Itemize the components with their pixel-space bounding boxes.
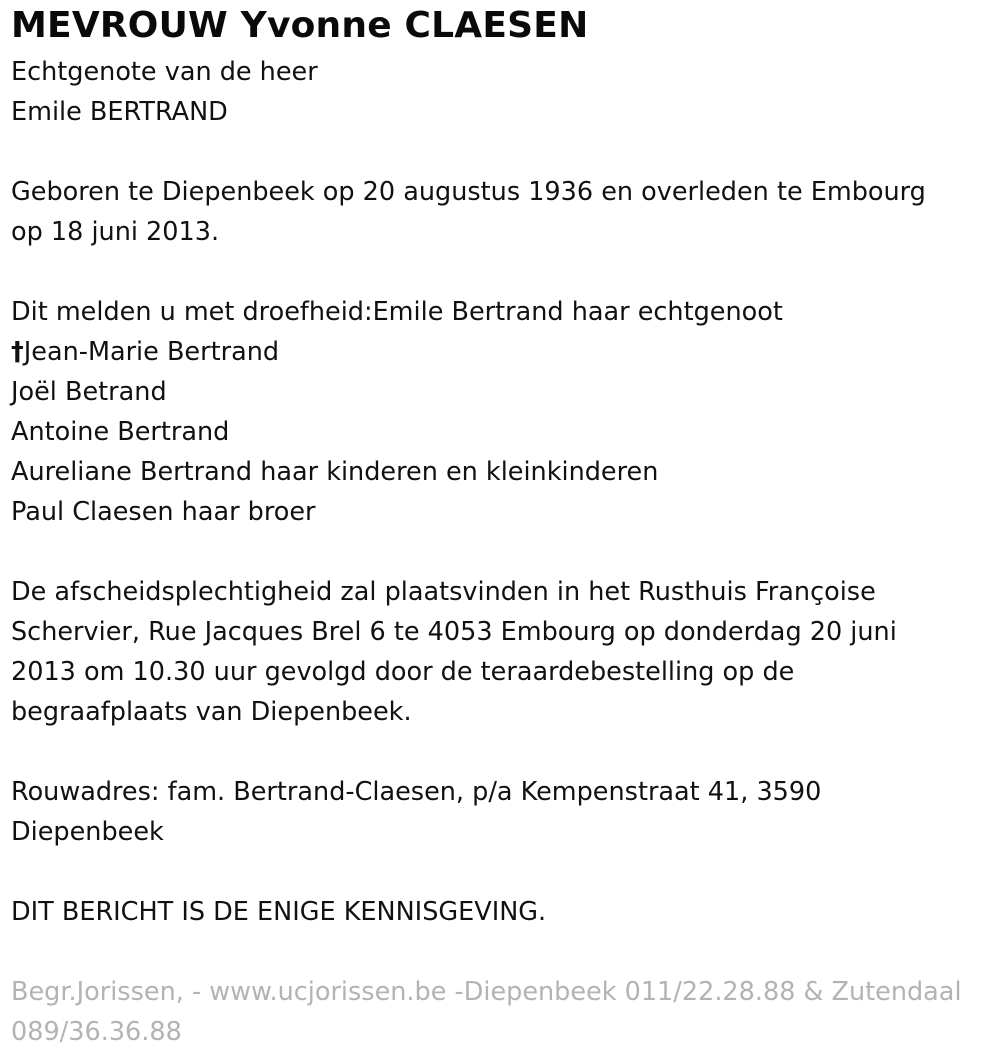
birth-death-section: [11, 172, 996, 252]
cross-icon: †: [11, 337, 24, 367]
spacer: [11, 132, 996, 172]
ceremony-line-4: begraafplaats van Diepenbeek.: [11, 697, 412, 727]
notice-line: DIT BERICHT IS DE ENIGE KENNISGEVING.: [11, 897, 547, 927]
deceased-name-title: MEVROUW Yvonne CLAESEN: [11, 5, 589, 46]
birth-death-line-2: op 18 juni 2013.: [11, 217, 220, 247]
spouse-line-2: Emile BERTRAND: [11, 97, 228, 127]
ceremony-line-3: 2013 om 10.30 uur gevolgd door de teraardebestelling op de: [11, 657, 795, 687]
spacer: [11, 932, 996, 972]
spouse-section: [11, 52, 996, 132]
family-intro: Dit melden u met droefheid:Emile Bertrand haar echtgenoot: [11, 297, 783, 327]
ceremony-section: [11, 572, 996, 732]
family-member: Paul Claesen haar broer: [11, 497, 316, 527]
family-member: Aureliane Bertrand haar kinderen en kleinkinderen: [11, 457, 659, 487]
spacer: [11, 732, 996, 772]
address-line-1: Rouwadres: fam. Bertrand-Claesen, p/a Kempenstraat 41, 3590: [11, 777, 822, 807]
spacer: [11, 852, 996, 892]
ceremony-line-1: De afscheidsplechtigheid zal plaatsvinden in het Rusthuis Françoise: [11, 577, 876, 607]
funeral-home-footer: [11, 972, 996, 1052]
footer-line-2: 089/36.36.88: [11, 1017, 182, 1047]
family-member: Antoine Bertrand: [11, 417, 230, 447]
ceremony-line-2: Schervier, Rue Jacques Brel 6 te 4053 Embourg op donderdag 20 juni: [11, 617, 897, 647]
family-member-name: Jean-Marie Bertrand: [23, 337, 280, 367]
family-section: [11, 292, 996, 532]
birth-death-line-1: Geboren te Diepenbeek op 20 augustus 1936 en overleden te Embourg: [11, 177, 926, 207]
spouse-line-1: Echtgenote van de heer: [11, 57, 318, 87]
family-member: [11, 332, 996, 372]
address-section: [11, 772, 996, 852]
footer-line-1: Begr.Jorissen, - www.ucjorissen.be -Diepenbeek 011/22.28.88 & Zutendaal: [11, 977, 962, 1007]
family-member: Joël Betrand: [11, 377, 167, 407]
spacer: [11, 252, 996, 292]
obituary-notice: [11, 0, 996, 1052]
spacer: [11, 532, 996, 572]
address-line-2: Diepenbeek: [11, 817, 164, 847]
